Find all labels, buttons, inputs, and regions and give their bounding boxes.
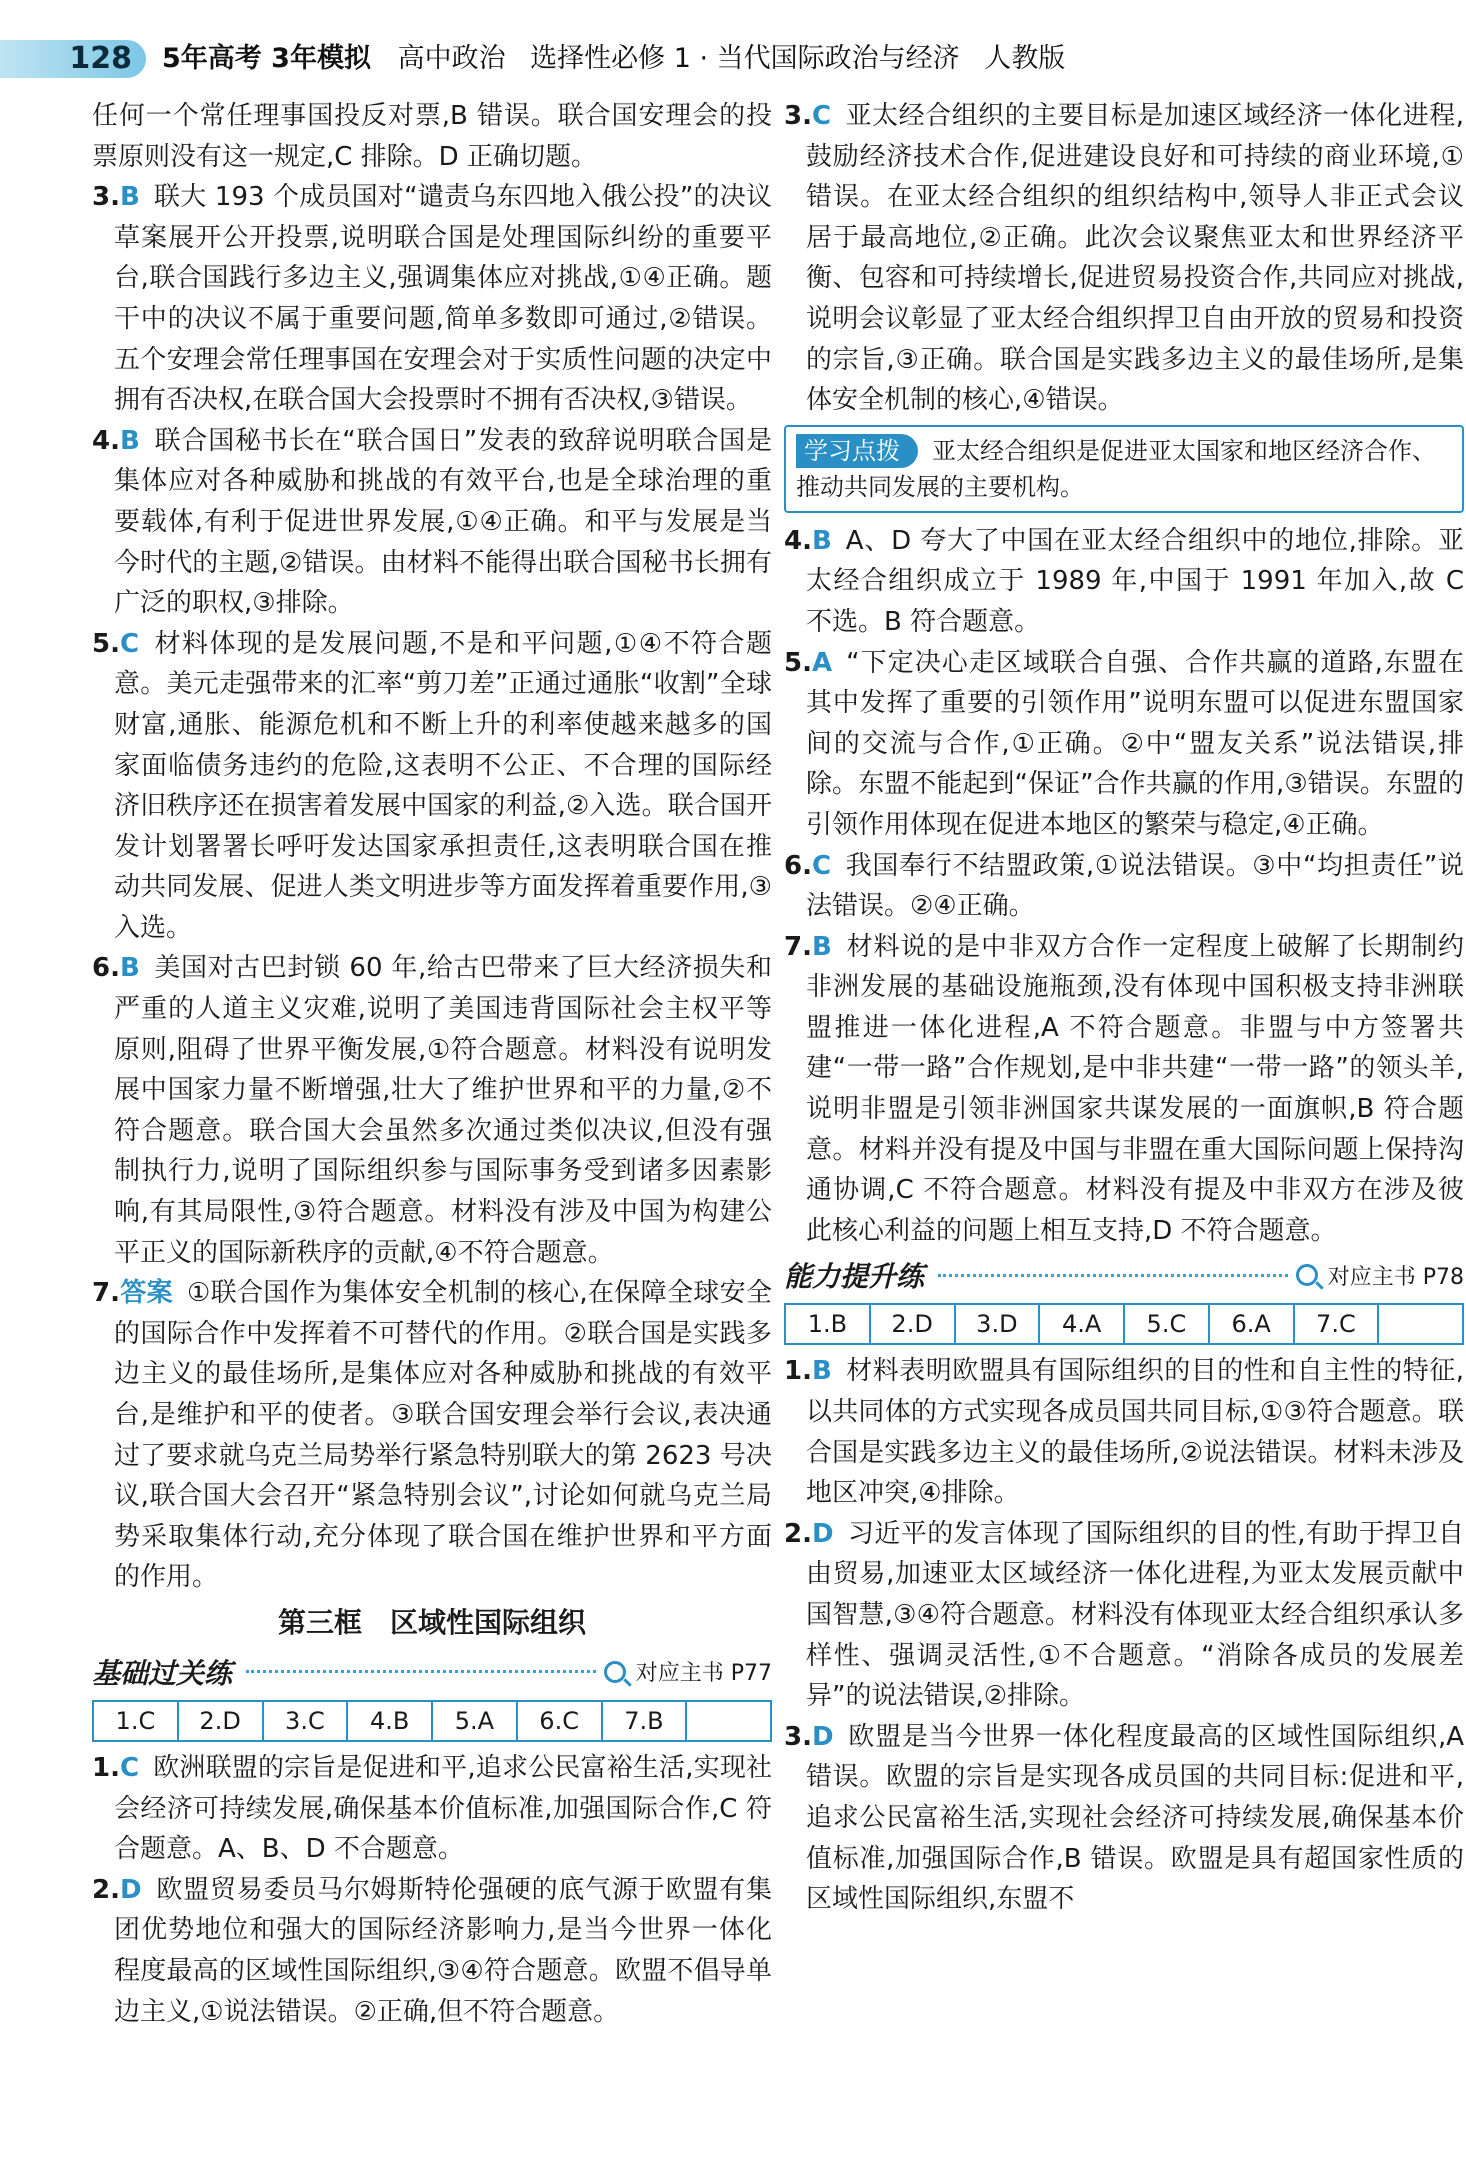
item-explanation: 欧洲联盟的宗旨是促进和平,追求公民富裕生活,实现社会经济可持续发展,确保基本价值标准,加强国际合作,C 符合题意。A、B、D 不合题意。 <box>114 1752 772 1865</box>
answer-key-cell: 4.A <box>1040 1305 1125 1343</box>
answer-letter: B <box>119 182 140 213</box>
item-explanation: A、D 夸大了中国在亚太经合组织中的地位,排除。亚太经合组织成立于 1989 年,中国于 1991 年加入,故 C 不选。B 符合题意。 <box>806 525 1464 637</box>
answer-key-cell: 3.D <box>956 1305 1041 1343</box>
answer-item <box>92 624 772 949</box>
answer-letter: B <box>119 425 140 456</box>
answer-letter: D <box>811 1518 834 1549</box>
bar-title: 能力提升练 <box>784 1260 925 1294</box>
item-explanation: ①联合国作为集体安全机制的核心,在保障全球安全的国际合作中发挥着不可替代的作用。②联合国是实践多边主义的最佳场所,是集体应对各种威胁和挑战的有效平台,是维护和平的使者。③联合国安理会举行会议,表决通过了要求就乌克兰局势举行紧急特别联大的第 2623 号决议,联合国大会召开“紧急特别会议”,讨论如何就乌克兰局势采取集体行动,充分体现了联合国在维护世界和平方面的作用。 <box>114 1278 772 1593</box>
answer-key-cell: 2.D <box>871 1305 956 1343</box>
item-number: 4. <box>92 425 120 456</box>
bar-title: 基础过关练 <box>92 1656 233 1690</box>
reference-text: 对应主书 P77 <box>635 1661 772 1687</box>
search-icon <box>1296 1264 1318 1286</box>
item-number: 6. <box>92 953 120 984</box>
answer-letter: C <box>811 101 832 131</box>
item-number: 5. <box>784 647 812 678</box>
dotted-rule <box>246 1670 596 1673</box>
answer-letter: B <box>811 931 832 962</box>
answer-key-cell: 7.B <box>603 1702 688 1740</box>
answer-key-cell: 3.C <box>264 1702 349 1740</box>
item-explanation: 材料说的是中非双方合作一定程度上破解了长期制约非洲发展的基础设施瓶颈,没有体现中国积极支持非洲联盟推进一体化进程,A 不符合题意。非盟与中方签署共建“一带一路”合作规划,是中非共建“一带一路”的领头羊,说明非盟是引领非洲国家共谋发展的一面旗帜,B 符合题意。材料并没有提及中国与非盟在重大国际问题上保持沟通协调,C 不符合题意。材料没有提及中非双方在涉及彼此核心利益的问题上相互支持,D 不符合题意。 <box>806 931 1464 1246</box>
answer-key-cell <box>1379 1305 1462 1343</box>
item-explanation: 欧盟贸易委员马尔姆斯特伦强硬的底气源于欧盟有集团优势地位和强大的国际经济影响力,是当今世界一体化程度最高的区域性国际组织,③④符合题意。欧盟不倡导单边主义,①说法错误。②正确,但不符合题意。 <box>114 1874 772 2027</box>
answer-letter: C <box>119 628 140 659</box>
item-number: 4. <box>784 525 812 556</box>
item-explanation: 习近平的发言体现了国际组织的目的性,有助于捍卫自由贸易,加速亚太区域经济一体化进程,为亚太发展贡献中国智慧,③④符合题意。材料没有体现亚太经合组织承认多样性、强调灵活性,①不合题意。“消除各成员的发展差异”的说法错误,②排除。 <box>806 1518 1464 1712</box>
answer-item <box>92 1273 772 1598</box>
running-title <box>162 38 1081 80</box>
answer-letter: C <box>119 1752 140 1783</box>
answer-key-cell: 7.C <box>1295 1305 1380 1343</box>
answer-item <box>784 96 1464 421</box>
reference-link[interactable] <box>604 1656 772 1687</box>
basic-practice-bar <box>92 1650 772 1694</box>
item-explanation: 亚太经合组织的主要目标是加速区域经济一体化进程,鼓励经济技术合作,促进建设良好和可持续的商业环境,①错误。在亚太经合组织的组织结构中,领导人非正式会议居于最高地位,②正确。此次会议聚焦亚太和世界经济平衡、包容和可持续增长,促进贸易投资合作,共同应对挑战,说明会议彰显了亚太经合组织捍卫自由开放的贸易和投资的宗旨,③正确。联合国是实践多边主义的最佳场所,是集体安全机制的核心,④错误。 <box>806 101 1464 416</box>
answer-letter: D <box>119 1874 142 1905</box>
item-explanation: 我国奉行不结盟政策,①说法错误。③中“均担责任”说法错误。②④正确。 <box>806 850 1464 922</box>
search-icon <box>604 1661 626 1683</box>
reference-text: 对应主书 P78 <box>1327 1264 1464 1290</box>
answer-letter: D <box>811 1721 834 1752</box>
item-explanation: 美国对古巴封锁 60 年,给古巴带来了巨大经济损失和严重的人道主义灾难,说明了美国违背国际社会主权平等原则,阻碍了世界平衡发展,①符合题意。材料没有说明发展中国家力量不断增强,壮大了维护世界和平的力量,②不符合题意。联合国大会虽然多次通过类似决议,但没有强制执行力,说明了国际组织参与国际事务受到诸多因素影响,有其局限性,③符合题意。材料没有涉及中国为构建公平正义的国际新秩序的贡献,④不符合题意。 <box>114 953 772 1268</box>
item-number: 6. <box>784 850 812 881</box>
answer-letter: B <box>811 525 832 556</box>
answer-key-table <box>92 1700 772 1742</box>
reference-link[interactable] <box>1296 1260 1464 1291</box>
item-number: 1. <box>784 1356 812 1387</box>
answer-item <box>92 1870 772 2032</box>
answer-key-cell: 2.D <box>179 1702 264 1740</box>
page-number: 128 <box>0 40 146 78</box>
answer-letter: A <box>811 647 833 678</box>
ability-practice-bar <box>784 1253 1464 1297</box>
answer-key-cell: 6.C <box>518 1702 603 1740</box>
item-number: 3. <box>784 1721 812 1752</box>
item-number: 7. <box>784 931 812 962</box>
item-explanation: 材料表明欧盟具有国际组织的目的性和自主性的特征,以共同体的方式实现各成员国共同目标,①③符合题意。联合国是实践多边主义的最佳场所,②说法错误。材料未涉及地区冲突,④排除。 <box>806 1356 1464 1509</box>
page-header <box>0 0 1466 96</box>
item-number: 2. <box>92 1874 120 1905</box>
book-title: 选择性必修 1 · 当代国际政治与经济 <box>530 43 960 74</box>
item-explanation: 材料体现的是发展问题,不是和平问题,①④不符合题意。美元走强带来的汇率“剪刀差”正通过通胀“收割”全球财富,通胀、能源危机和不断上升的利率使越来越多的国家面临债务违约的危险,这表明不公正、不合理的国际经济旧秩序还在损害着发展中国家的利益,②入选。联合国开发计划署署长呼吁发达国家承担责任,这表明联合国在推动共同发展、促进人类文明进步等方面发挥着重要作用,③入选。 <box>114 628 772 943</box>
item-number: 1. <box>92 1752 120 1783</box>
study-tip-text: 亚太经合组织是促进亚太国家和地区经济合作、推动共同发展的主要机构。 <box>796 436 1436 501</box>
item-number: 3. <box>784 101 812 131</box>
item-number: 7. <box>92 1278 120 1309</box>
continued-paragraph: 任何一个常任理事国投反对票,B 错误。联合国安理会的投票原则没有这一规定,C 排除。D 正确切题。 <box>92 101 772 172</box>
answer-item <box>92 177 772 421</box>
study-tip-label: 学习点拨 <box>796 434 918 468</box>
answer-item <box>784 521 1464 643</box>
answer-letter: C <box>811 850 832 881</box>
answer-label: 答案 <box>119 1278 173 1309</box>
subject-label: 高中政治 <box>397 43 506 74</box>
dotted-rule <box>938 1274 1288 1277</box>
answer-item <box>92 1748 772 1870</box>
edition-label: 人教版 <box>984 43 1066 74</box>
answer-key-cell: 1.B <box>786 1305 871 1343</box>
item-number: 2. <box>784 1518 812 1549</box>
answer-item <box>784 1514 1464 1717</box>
answer-item <box>784 846 1464 927</box>
answer-key-cell: 1.C <box>94 1702 179 1740</box>
answer-item <box>784 1351 1464 1513</box>
item-explanation: “下定决心走区域联合自强、合作共赢的道路,东盟在其中发挥了重要的引领作用”说明东盟可以促进东盟国家间的交流与合作,①正确。②中“盟友关系”说法错误,排除。东盟不能起到“保证”合作共赢的作用,③错误。东盟的引领作用体现在促进本地区的繁荣与稳定,④正确。 <box>806 647 1464 840</box>
right-column <box>784 96 1464 1920</box>
brand-title: 5年高考 3年模拟 <box>162 43 371 74</box>
left-column <box>92 96 772 2032</box>
item-number: 3. <box>92 182 120 213</box>
item-explanation: 联合国秘书长在“联合国日”发表的致辞说明联合国是集体应对各种威胁和挑战的有效平台,也是全球治理的重要载体,有利于促进世界发展,①④正确。和平与发展是当今时代的主题,②错误。由材料不能得出联合国秘书长拥有广泛的职权,③排除。 <box>114 425 772 619</box>
item-number: 5. <box>92 628 120 659</box>
item-explanation: 联大 193 个成员国对“谴责乌东四地入俄公投”的决议草案展开公开投票,说明联合国是处理国际纠纷的重要平台,联合国践行多边主义,强调集体应对挑战,①④正确。题干中的决议不属于重要问题,简单多数即可通过,②错误。五个安理会常任理事国在安理会对于实质性问题的决定中拥有否决权,在联合国大会投票时不拥有否决权,③错误。 <box>114 182 772 416</box>
answer-key-cell: 5.A <box>433 1702 518 1740</box>
study-tip-box <box>784 425 1464 513</box>
answer-key-cell: 5.C <box>1125 1305 1210 1343</box>
answer-key-cell: 4.B <box>348 1702 433 1740</box>
answer-item <box>784 1717 1464 1920</box>
answer-key-cell: 6.A <box>1210 1305 1295 1343</box>
answer-item <box>784 643 1464 846</box>
answer-key-table <box>784 1303 1464 1345</box>
answer-letter: B <box>119 953 140 984</box>
answer-item <box>92 421 772 624</box>
item-explanation: 欧盟是当今世界一体化程度最高的区域性国际组织,A 错误。欧盟的宗旨是实现各成员国的共同目标:促进和平,追求公民富裕生活,实现社会经济可持续发展,确保基本价值标准,加强国际合作,B 错误。欧盟是具有超国家性质的区域性国际组织,东盟不 <box>806 1721 1464 1915</box>
section-title: 第三框 区域性国际组织 <box>277 1605 586 1639</box>
answer-item <box>784 927 1464 1252</box>
answer-item <box>92 948 772 1273</box>
answer-key-cell <box>687 1702 770 1740</box>
answer-letter: B <box>811 1356 832 1387</box>
